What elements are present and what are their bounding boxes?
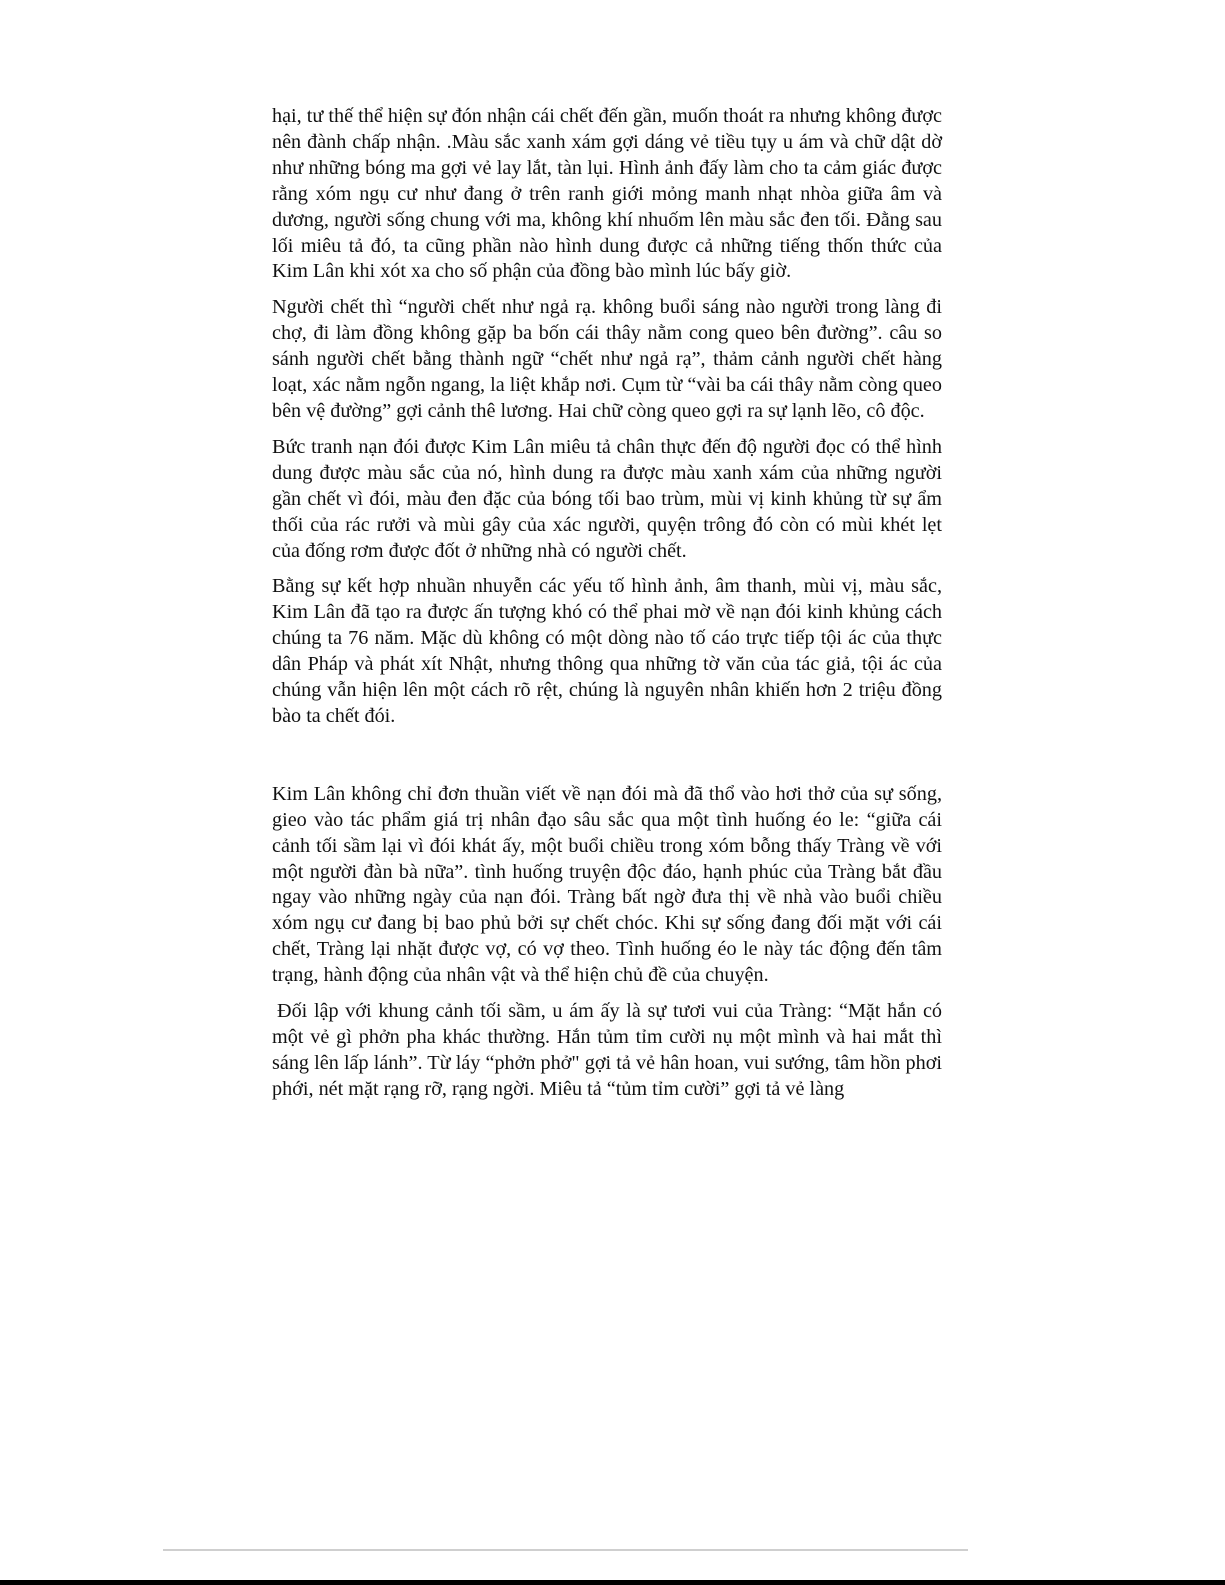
- page-divider: [163, 1549, 968, 1551]
- paragraph-3: Bức tranh nạn đói được Kim Lân miêu tả chân thực đến độ người đọc có thể hình dung được màu sắc của nó, hình dung ra được màu xanh xám của những người gần chết vì đói, màu đen đặc của bóng tối bao trùm, mùi vị kinh khủng từ sự ẩm thối của rác rưởi và mùi gây của xác người, quyện trông đó còn có mùi khét lẹt của đống rơm được đốt ở những nhà có người chết.: [272, 435, 942, 562]
- paragraph-2: Người chết thì “người chết như ngả rạ. không buổi sáng nào người trong làng đi chợ, đi làm đồng không gặp ba bốn cái thây nằm cong queo bên đường”. câu so sánh người chết bằng thành ngữ “chết như ngả rạ”, thảm cảnh người chết hàng loạt, xác nằm ngỗn ngang, la liệt khắp nơi. Cụm từ “vài ba cái thây nằm còng queo bên vệ đường” gợi cảnh thê lương. Hai chữ còng queo gợi ra sự lạnh lẽo, cô độc.: [272, 296, 942, 422]
- paragraph-4: Bằng sự kết hợp nhuần nhuyễn các yếu tố hình ảnh, âm thanh, mùi vị, màu sắc, Kim Lân đã tạo ra được ấn tượng khó có thể phai mờ về nạn đói kinh khủng cách chúng ta 76 năm. Mặc dù không có một dòng nào tố cáo trực tiếp tội ác của thực dân Pháp và phát xít Nhật, nhưng thông qua những tờ văn của tác giả, tội ác của chúng vẫn hiện lên một cách rõ rệt, chúng là nguyên nhân khiến hơn 2 triệu đồng bào ta chết đói.: [272, 575, 942, 727]
- bottom-edge-bar: [0, 1580, 1225, 1585]
- paragraph-1: hại, tư thế thể hiện sự đón nhận cái chết đến gần, muốn thoát ra nhưng không được nên đành chấp nhận. .Màu sắc xanh xám gợi dáng vẻ tiều tụy u ám và chữ dật dờ như những bóng ma gợi vẻ lay lắt, tàn lụi. Hình ảnh đấy làm cho ta cảm giác được rằng xóm ngụ cư như đang ở trên ranh giới mỏng manh nhạt nhòa giữa âm và dương, người sống chung với ma, không khí nhuốm lên màu sắc đen tối. Đằng sau lối miêu tả đó, ta cũng phần nào hình dung được cả những tiếng thốn thức của Kim Lân khi xót xa cho số phận của đồng bào mình lúc bấy giờ.: [272, 105, 942, 283]
- text-column: [272, 104, 942, 1113]
- paragraph-6: Đối lập với khung cảnh tối sầm, u ám ấy là sự tươi vui của Tràng: “Mặt hắn có một vẻ gì phởn pha khác thường. Hắn tủm tỉm cười nụ một mình và hai mắt thì sáng lên lấp lánh”. Từ láy “phởn phở" gợi tả vẻ hân hoan, vui sướng, tâm hồn phơi phới, nét mặt rạng rỡ, rạng ngời. Miêu tả “tủm tỉm cười” gợi tả vẻ làng: [272, 1000, 942, 1100]
- paragraph-5: Kim Lân không chỉ đơn thuần viết về nạn đói mà đã thổ vào hơi thở của sự sống, gieo vào tác phẩm giá trị nhân đạo sâu sắc qua một tình huống éo le: “giữa cái cảnh tối sầm lại vì đói khát ấy, một buổi chiều trong xóm bỗng thấy Tràng về với một người đàn bà nữa”. tình huống truyện độc đáo, hạnh phúc của Tràng bắt đầu ngay vào những ngày của nạn đói. Tràng bất ngờ đưa thị về nhà vào buổi chiều xóm ngụ cư đang bị bao phủ bởi sự chết chóc. Khi sự sống đang đối mặt với cái chết, Tràng lại nhặt được vợ, có vợ theo. Tình huống éo le này tác động đến tâm trạng, hành động của nhân vật và thể hiện chủ đề của chuyện.: [272, 782, 942, 987]
